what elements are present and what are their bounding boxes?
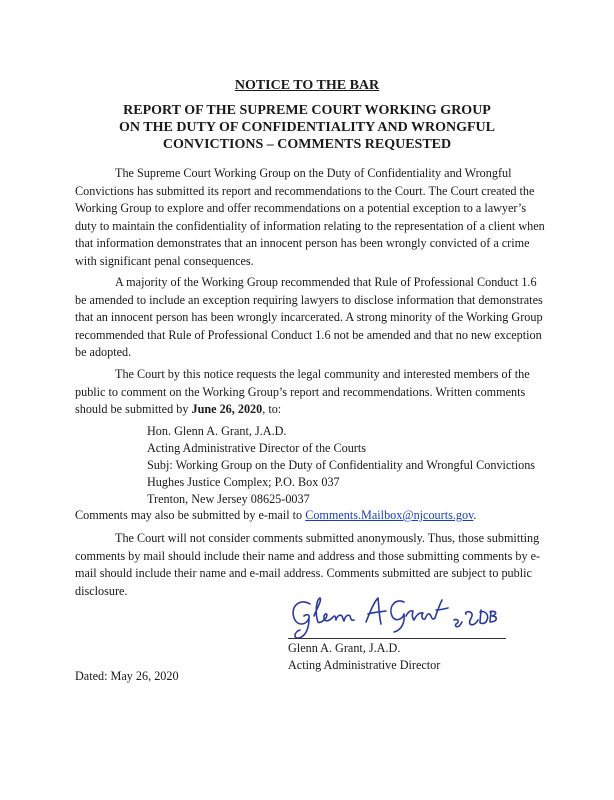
paragraph-anonymity-disclosure: The Court will not consider comments submitted anonymously. Thus, those submitting comments by mail should include their name and address and those submitting comments by e-mail should include their name and e-mail address. Comments submitted are subject to public disclosure. bbox=[75, 531, 541, 598]
address-line-2: Acting Administrative Director of the Courts bbox=[147, 441, 366, 455]
report-title-line-1: REPORT OF THE SUPREME COURT WORKING GROUP bbox=[123, 103, 491, 118]
comment-request-suffix: , to: bbox=[262, 402, 282, 416]
notice-title-text: NOTICE TO THE BAR bbox=[234, 78, 380, 93]
mailing-address bbox=[147, 423, 567, 508]
comment-deadline: June 26, 2020 bbox=[191, 402, 263, 416]
report-title-line-3: CONVICTIONS – COMMENTS REQUESTED bbox=[162, 137, 452, 152]
signature-line bbox=[288, 638, 506, 639]
paragraph-working-group-report: The Supreme Court Working Group on the Duty of Confidentiality and Wrongful Convictions has submitted its report and recommendations to the Court. The Court created the Working Group to explore and offer recommendations on a potential exception to a lawyer’s duty to maintain the confidentiality of information relating to the representation of a client when that information demonstrates that an innocent person has been wrongly convicted of a crime with significant penal consequences. bbox=[75, 166, 545, 268]
signature-image bbox=[282, 592, 522, 642]
address-line-1: Hon. Glenn A. Grant, J.A.D. bbox=[147, 424, 287, 438]
report-title-line-2: ON THE DUTY OF CONFIDENTIALITY AND WRONGFUL bbox=[119, 120, 495, 135]
address-line-5: Trenton, New Jersey 08625-0037 bbox=[147, 492, 310, 506]
email-submission-line bbox=[75, 507, 555, 524]
signer-block bbox=[288, 640, 440, 674]
comments-email-link[interactable]: Comments.Mailbox@njcourts.gov bbox=[305, 508, 474, 522]
email-prefix: Comments may also be submitted by e-mail to bbox=[75, 508, 306, 522]
signer-name: Glenn A. Grant, J.A.D. bbox=[288, 641, 401, 655]
report-title bbox=[0, 102, 614, 153]
handwritten-signature bbox=[282, 592, 522, 642]
signer-title: Acting Administrative Director bbox=[288, 658, 441, 672]
date-line: Dated: May 26, 2020 bbox=[75, 669, 179, 683]
comment-request-text: The Court by this notice requests the legal community and interested members of the public to comment on the Working Group’s report and recommendations. Written comments should be submitted by bbox=[75, 367, 530, 416]
notice-title bbox=[0, 77, 614, 94]
paragraph-comment-request bbox=[75, 366, 545, 419]
paragraph-recommendations: A majority of the Working Group recommended that Rule of Professional Conduct 1.6 be amended to include an exception requiring lawyers to disclose information that demonstrates that an innocent person has been wrongly incarcerated. A strong minority of the Working Group recommended that Rule of Professional Conduct 1.6 not be amended and that no new exception be adopted. bbox=[75, 275, 543, 359]
address-line-4: Hughes Justice Complex; P.O. Box 037 bbox=[147, 475, 340, 489]
email-suffix: . bbox=[473, 508, 477, 522]
address-line-3: Subj: Working Group on the Duty of Confidentiality and Wrongful Convictions bbox=[147, 458, 536, 472]
